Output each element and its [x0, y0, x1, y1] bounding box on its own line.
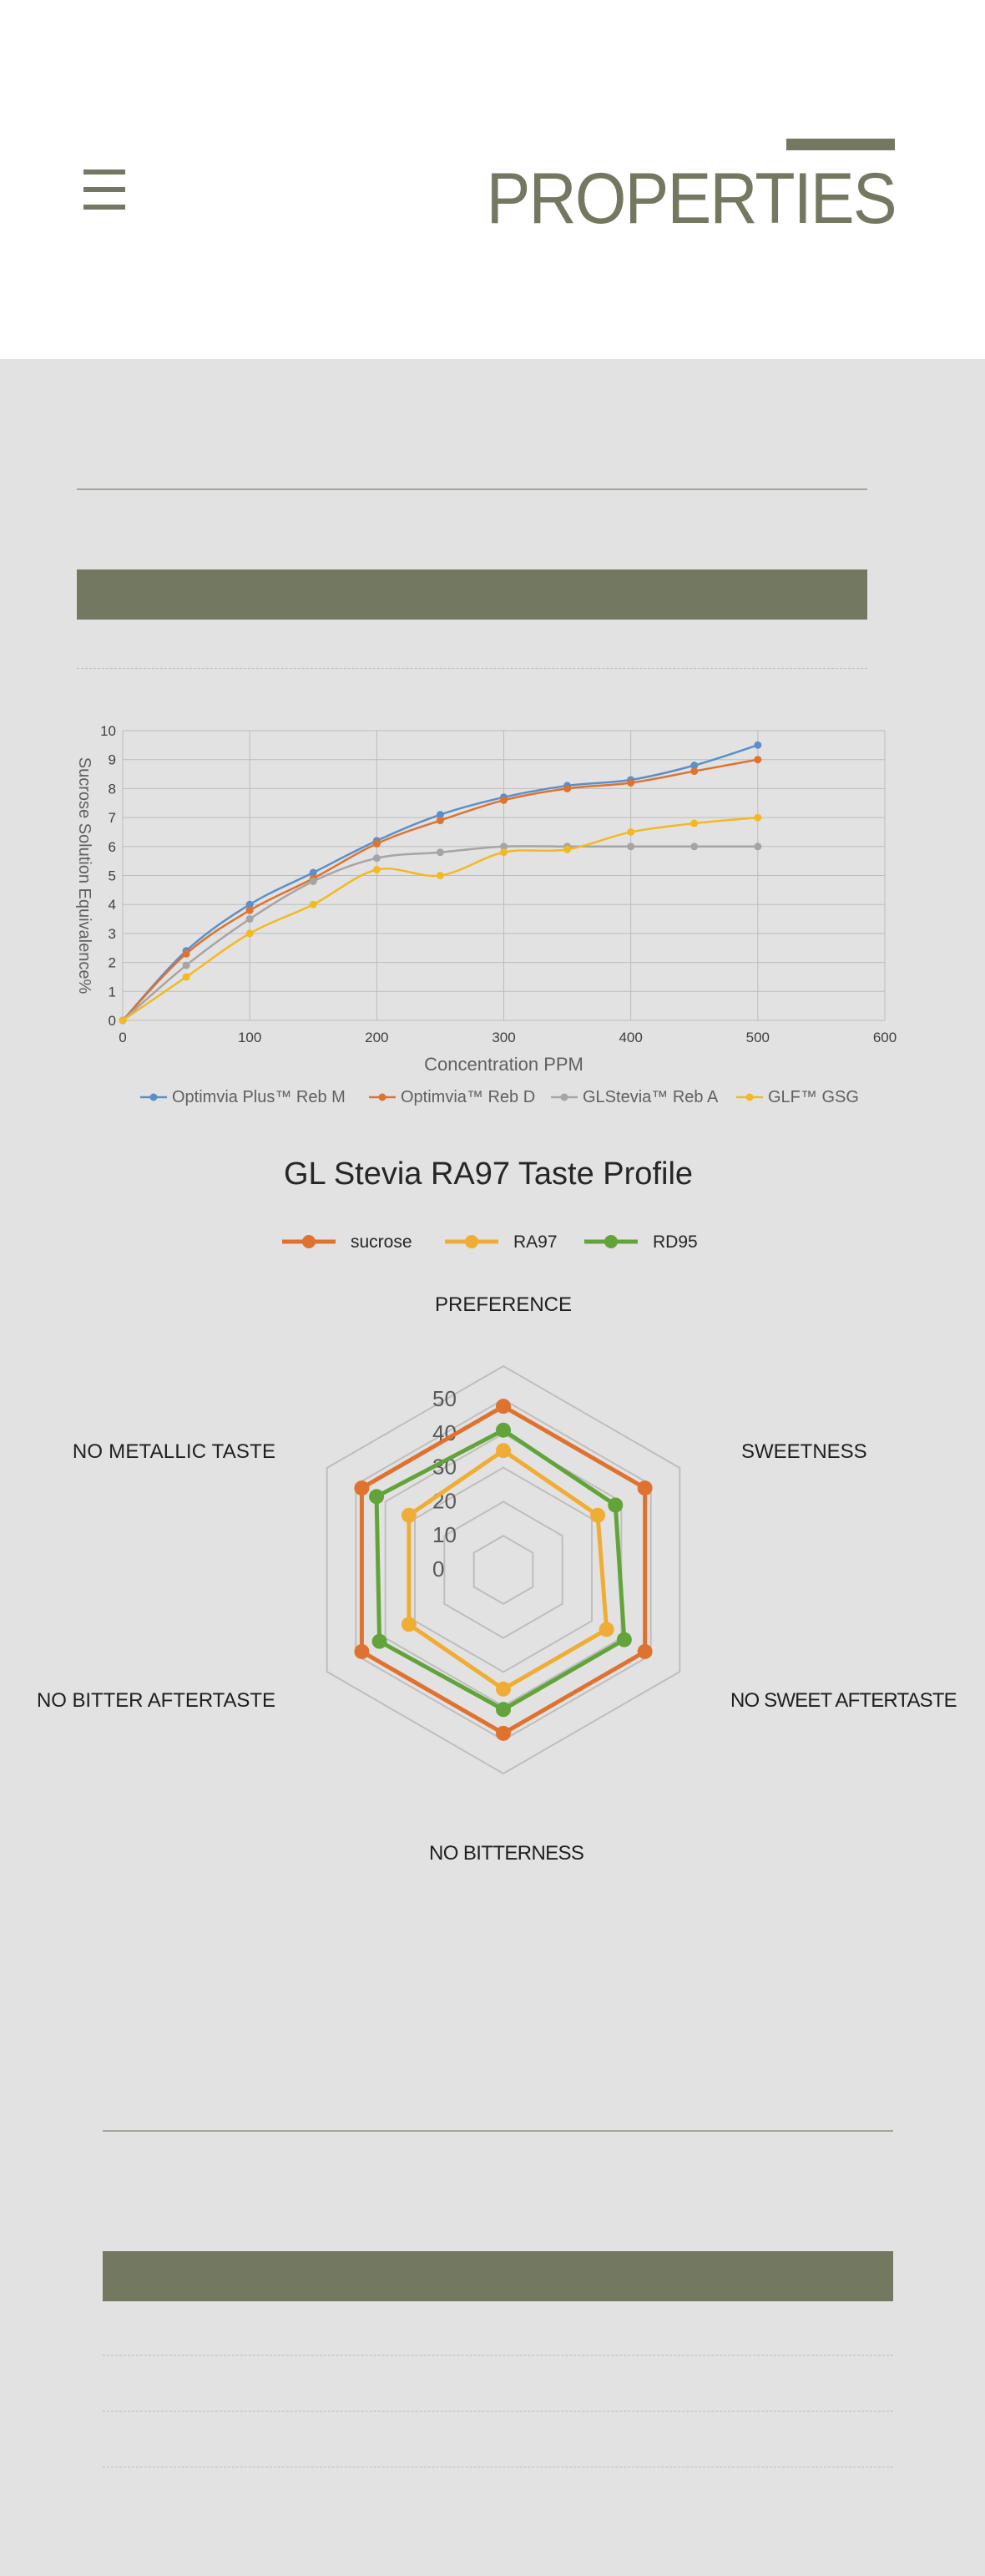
section-header-band-2 — [103, 2251, 893, 2301]
radar-tick-label: 0 — [432, 1556, 445, 1582]
radar-tick-label: 40 — [432, 1420, 457, 1445]
data-point — [754, 756, 761, 763]
x-tick-label: 200 — [365, 1030, 389, 1045]
radar-grid-ring — [444, 1501, 562, 1637]
x-tick-label: 600 — [872, 1030, 897, 1045]
y-tick-label: 6 — [108, 838, 116, 855]
radar-data-point — [638, 1644, 653, 1659]
data-point — [500, 848, 508, 856]
radar-data-point — [617, 1632, 632, 1647]
y-tick-label: 9 — [108, 752, 116, 768]
page-title: PROPERTIES — [486, 159, 896, 239]
y-axis-label: Sucrose Solution Equivalence% — [75, 757, 93, 994]
radar-tick-label: 10 — [432, 1522, 457, 1548]
legend-label: RD95 — [653, 1232, 698, 1252]
data-point — [246, 929, 254, 937]
radar-data-point — [496, 1423, 511, 1438]
section-divider — [77, 488, 867, 490]
x-tick-label: 0 — [119, 1030, 127, 1045]
data-point — [437, 848, 444, 856]
x-tick-label: 100 — [237, 1030, 262, 1045]
y-tick-label: 8 — [108, 781, 116, 797]
dashed-divider-2 — [103, 2355, 893, 2356]
radar-category-label: NO BITTERNESS — [429, 1842, 584, 1865]
x-axis-label: Concentration PPM — [424, 1054, 583, 1075]
series-line — [123, 745, 758, 1020]
legend-label: GLStevia™ Reb A — [583, 1088, 719, 1106]
radar-data-point — [496, 1702, 511, 1717]
series-line — [123, 817, 758, 1020]
hamburger-menu-icon[interactable] — [83, 170, 125, 210]
section-divider-2 — [103, 2130, 893, 2132]
radar-category-label: PREFERENCE — [434, 1293, 573, 1316]
data-point — [500, 797, 508, 804]
radar-tick-label: 20 — [432, 1488, 457, 1514]
radar-data-point — [402, 1617, 417, 1632]
data-point — [437, 872, 444, 879]
radar-tick-label: 50 — [432, 1386, 457, 1411]
data-point — [754, 814, 761, 822]
radar-series-line — [376, 1430, 624, 1710]
legend-label: sucrose — [351, 1232, 412, 1252]
y-tick-label: 10 — [100, 723, 116, 739]
data-point — [627, 828, 634, 836]
radar-data-point — [496, 1443, 511, 1458]
legend-marker — [746, 1094, 754, 1101]
data-point — [627, 779, 634, 787]
y-tick-label: 4 — [108, 897, 116, 913]
legend-marker — [302, 1235, 316, 1248]
section-header-band — [77, 569, 867, 620]
y-tick-label: 0 — [108, 1013, 116, 1029]
radar-data-point — [496, 1399, 511, 1414]
radar-data-point — [496, 1682, 511, 1697]
radar-data-point — [496, 1726, 511, 1741]
legend-marker — [561, 1094, 568, 1101]
data-point — [690, 767, 698, 775]
x-tick-label: 300 — [492, 1030, 516, 1045]
data-point — [373, 840, 381, 848]
radar-data-point — [402, 1508, 417, 1523]
radar-data-point — [354, 1480, 369, 1495]
legend-marker — [379, 1094, 386, 1101]
legend-marker — [604, 1235, 618, 1248]
data-point — [373, 854, 381, 862]
data-point — [563, 785, 571, 792]
radar-grid-ring — [474, 1536, 533, 1604]
y-tick-label: 1 — [108, 984, 116, 1000]
data-point — [310, 901, 317, 908]
y-tick-label: 5 — [108, 868, 116, 884]
data-point — [754, 741, 761, 749]
legend-label: RA97 — [513, 1232, 558, 1252]
radar-title: GL Stevia RA97 Taste Profile — [283, 1156, 694, 1192]
data-point — [183, 950, 190, 958]
data-point — [690, 843, 698, 850]
radar-data-point — [608, 1497, 623, 1512]
radar-category-label: NO METALLIC TASTE — [72, 1440, 275, 1463]
radar-chart — [0, 1144, 985, 1879]
data-point — [373, 866, 381, 873]
data-point — [183, 973, 190, 980]
page-header — [0, 0, 985, 359]
data-point — [690, 820, 698, 827]
data-point — [563, 846, 571, 853]
title-accent-bar — [786, 139, 895, 150]
y-tick-label: 3 — [108, 925, 116, 942]
x-tick-label: 400 — [619, 1030, 643, 1045]
dashed-divider — [77, 668, 867, 669]
series-line — [123, 760, 758, 1020]
legend-marker — [465, 1235, 478, 1248]
radar-data-point — [354, 1644, 369, 1659]
legend-label: Optimvia™ Reb D — [401, 1088, 536, 1106]
data-point — [437, 817, 444, 824]
radar-category-label: NO BITTER AFTERTASTE — [37, 1689, 275, 1712]
y-tick-label: 2 — [108, 954, 116, 971]
data-point — [183, 962, 190, 969]
data-point — [754, 843, 761, 850]
legend-label: GLF™ GSG — [768, 1088, 859, 1106]
radar-category-label: NO SWEET AFTERTASTE — [730, 1689, 957, 1712]
legend-marker — [150, 1094, 158, 1101]
radar-data-point — [369, 1489, 384, 1504]
data-point — [310, 878, 317, 885]
x-tick-label: 500 — [745, 1030, 770, 1045]
dashed-divider-3 — [103, 2411, 893, 2412]
legend-label: Optimvia Plus™ Reb M — [172, 1088, 346, 1106]
line-chart — [0, 701, 985, 1119]
y-tick-label: 7 — [108, 810, 116, 827]
radar-data-point — [638, 1480, 653, 1495]
radar-data-point — [599, 1622, 614, 1637]
data-point — [246, 907, 254, 914]
radar-data-point — [590, 1508, 605, 1523]
radar-data-point — [372, 1634, 387, 1649]
data-point — [119, 1017, 127, 1025]
radar-category-label: SWEETNESS — [741, 1440, 867, 1463]
data-point — [627, 843, 634, 850]
data-point — [246, 915, 254, 923]
radar-tick-label: 30 — [432, 1454, 457, 1480]
